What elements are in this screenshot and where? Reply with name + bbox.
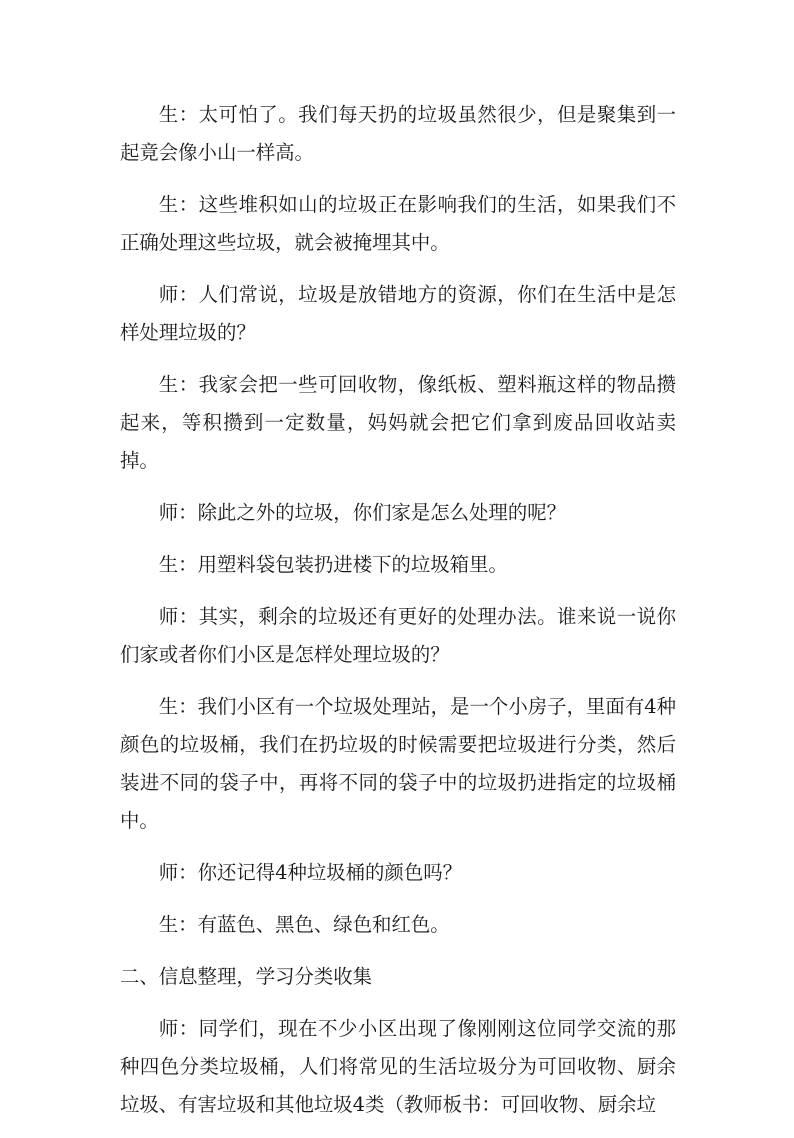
dialogue-paragraph: 师：你还记得4种垃圾桶的颜色吗？: [158, 861, 462, 884]
dialogue-paragraph: 师：人们常说，垃圾是放错地方的资源，你们在生活中是怎样处理垃圾的？: [120, 283, 676, 344]
dialogue-paragraph: 师：其实，剩余的垃圾还有更好的处理办法。谁来说一说你们家或者你们小区是怎样处理垃圾的？: [120, 605, 676, 666]
dialogue-paragraph: 师：除此之外的垃圾，你们家是怎么处理的呢？: [158, 501, 566, 524]
section-heading: 二、信息整理，学习分类收集: [120, 965, 373, 988]
dialogue-paragraph: 生：我家会把一些可回收物，像纸板、塑料瓶这样的物品攒起来，等积攒到一定数量，妈妈就会把它们拿到废品回收站卖掉。: [120, 373, 676, 472]
dialogue-paragraph: 生：我们小区有一个垃圾处理站，是一个小房子，里面有4种颜色的垃圾桶，我们在扔垃圾的时候需要把垃圾进行分类，然后装进不同的袋子中，再将不同的袋子中的垃圾扔进指定的垃圾桶中。: [120, 695, 676, 832]
dialogue-paragraph: 生：太可怕了。我们每天扔的垃圾虽然很少，但是聚集到一起竟会像小山一样高。: [120, 103, 676, 164]
document-page: [120, 96, 676, 1138]
dialogue-paragraph: 生：用塑料袋包装扔进楼下的垃圾箱里。: [158, 553, 508, 576]
dialogue-paragraph: 生：有蓝色、黑色、绿色和红色。: [158, 913, 450, 936]
dialogue-paragraph: 生：这些堆积如山的垃圾正在影响我们的生活，如果我们不正确处理这些垃圾，就会被掩埋其中。: [120, 193, 676, 254]
dialogue-paragraph: 师：同学们，现在不少小区出现了像刚刚这位同学交流的那种四色分类垃圾桶，人们将常见的生活垃圾分为可回收物、厨余垃圾、有害垃圾和其他垃圾4类（教师板书：可回收物、厨余垃: [120, 1017, 676, 1116]
